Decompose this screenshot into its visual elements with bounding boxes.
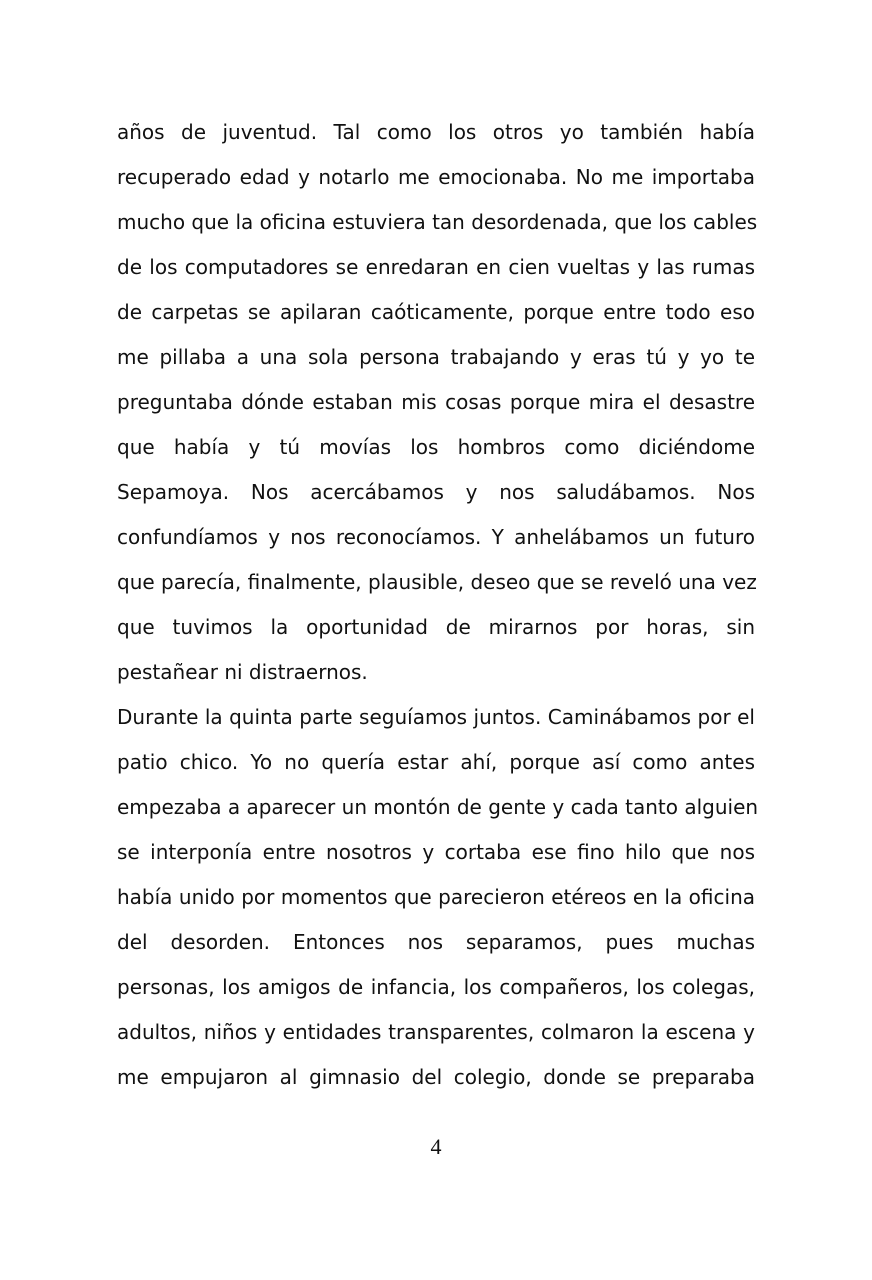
text-line: que había y tú movías los hombros como diciéndome	[117, 435, 755, 459]
text-line: patio chico. Yo no quería estar ahí, porque así como antes	[117, 750, 755, 774]
paragraph-end-line: pestañear ni distraernos.	[117, 660, 368, 684]
text-line: me empujaron al gimnasio del colegio, donde se preparaba	[117, 1065, 755, 1089]
text-line: adultos, niños y entidades transparentes, colmaron la escena y	[117, 1020, 755, 1044]
text-line: mucho que la oficina estuviera tan desordenada, que los cables	[117, 210, 758, 234]
text-line: que tuvimos la oportunidad de mirarnos por horas, sin	[117, 615, 755, 639]
text-line: se interponía entre nosotros y cortaba ese fino hilo que nos	[117, 840, 755, 864]
text-line: recuperado edad y notarlo me emocionaba. No me importaba	[117, 165, 755, 189]
text-line: empezaba a aparecer un montón de gente y cada tanto alguien	[117, 795, 759, 819]
text-line: del desorden. Entonces nos separamos, pues muchas	[117, 930, 755, 954]
text-line: me pillaba a una sola persona trabajando y eras tú y yo te	[117, 345, 755, 369]
text-line: de los computadores se enredaran en cien vueltas y las rumas	[117, 255, 755, 279]
text-line: Sepamoya. Nos acercábamos y nos saludábamos. Nos	[117, 480, 755, 504]
text-line: personas, los amigos de infancia, los compañeros, los colegas,	[117, 975, 755, 999]
page-number: 4	[430, 1134, 442, 1159]
text-line: Durante la quinta parte seguíamos juntos. Caminábamos por el	[117, 705, 755, 729]
text-line: había unido por momentos que parecieron etéreos en la oficina	[117, 885, 755, 909]
text-line: preguntaba dónde estaban mis cosas porque mira el desastre	[117, 390, 755, 414]
text-line: de carpetas se apilaran caóticamente, porque entre todo eso	[117, 300, 755, 324]
text-line: que parecía, finalmente, plausible, deseo que se reveló una vez	[117, 570, 757, 594]
text-line: confundíamos y nos reconocíamos. Y anhelábamos un futuro	[117, 525, 755, 549]
body-text	[117, 110, 759, 1100]
text-line: años de juventud. Tal como los otros yo también había	[117, 120, 755, 144]
